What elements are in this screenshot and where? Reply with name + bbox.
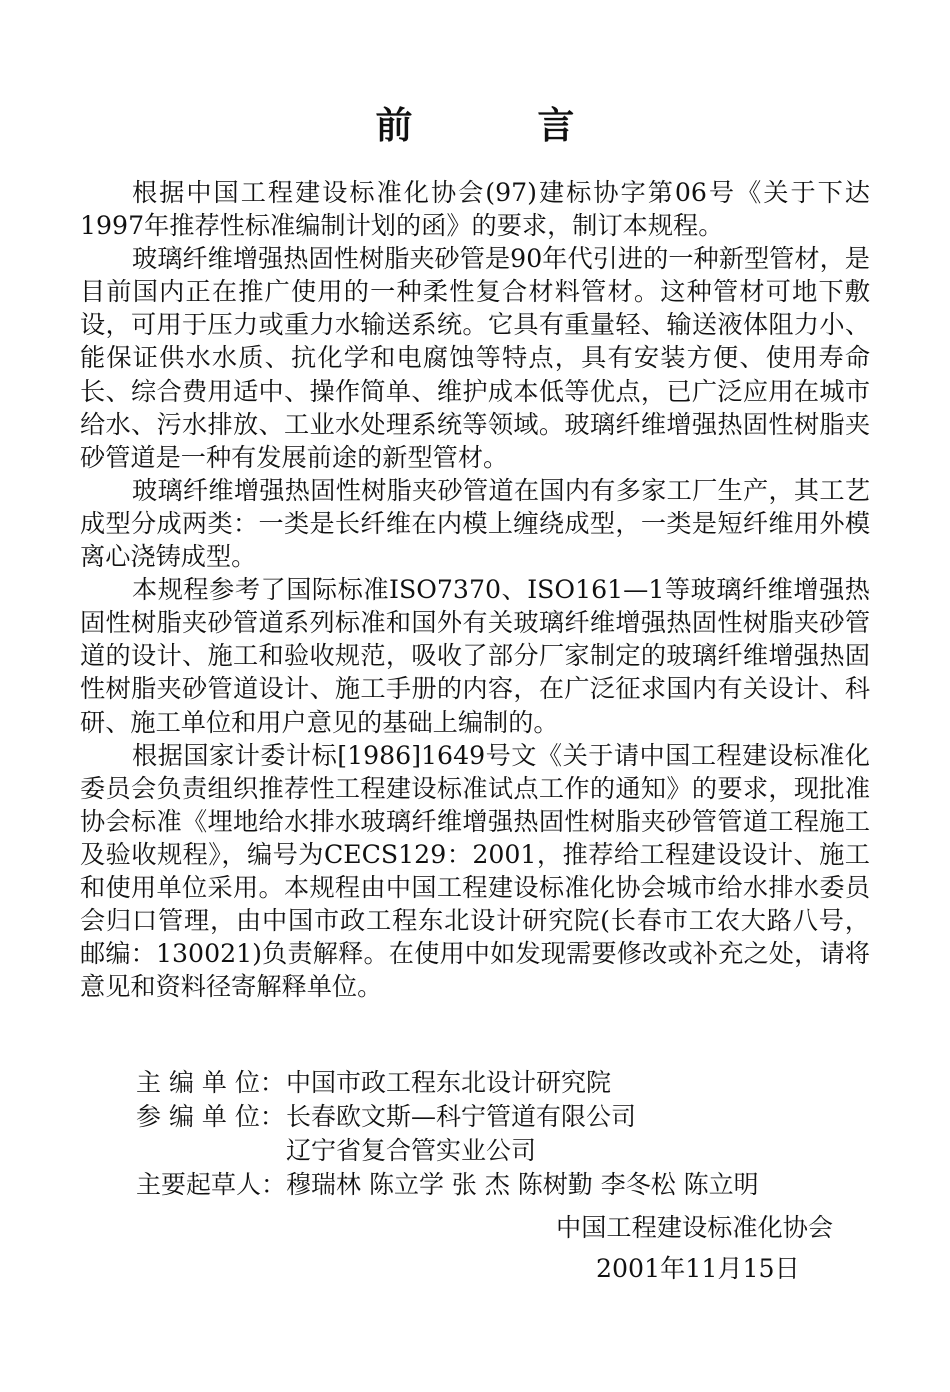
drafters-row xyxy=(136,1168,896,1202)
participant-label-spacer xyxy=(136,1134,286,1168)
paragraph-4: 本规程参考了国际标准ISO7370、ISO161—1等玻璃纤维增强热固性树脂夹砂管道系列标准和国外有关玻璃纤维增强热固性树脂夹砂管道的设计、施工和验收规范，吸收了部分厂家制定的玻璃纤维增强热固性树脂夹砂管道设计、施工手册的内容，在广泛征求国内有关设计、科研、施工单位和用户意见的基础上编制的。 xyxy=(80,575,870,737)
credits-block xyxy=(136,1066,896,1202)
chief-editor-value: 中国市政工程东北设计研究院 xyxy=(286,1068,612,1097)
drafters-label: 主要起草人： xyxy=(136,1170,287,1199)
participant-row xyxy=(136,1100,896,1134)
paragraph-2: 玻璃纤维增强热固性树脂夹砂管是90年代引进的一种新型管材，是目前国内正在推广使用的一种柔性复合材料管材。这种管材可地下敷设，可用于压力或重力水输送系统。它具有重量轻、输送液体阻力小、能保证供水水质、抗化学和电腐蚀等特点，具有安装方便、使用寿命长、综合费用适中、操作简单、维护成本低等优点，已广泛应用在城市给水、污水排放、工业水处理系统等领域。玻璃纤维增强热固性树脂夹砂管道是一种有发展前途的新型管材。 xyxy=(80,244,870,472)
paragraph-3: 玻璃纤维增强热固性树脂夹砂管道在国内有多家工厂生产，其工艺成型分成两类：一类是长纤维在内模上缠绕成型，一类是短纤维用外模离心浇铸成型。 xyxy=(80,475,870,572)
signature-date: 2001年11月15日 xyxy=(596,1254,800,1283)
chief-editor-row xyxy=(136,1066,896,1100)
chief-editor-label: 主 编 单 位： xyxy=(136,1068,285,1097)
participant-row-2 xyxy=(136,1134,896,1168)
participant-label: 参 编 单 位： xyxy=(136,1102,285,1131)
participant-value-1: 长春欧文斯—科宁管道有限公司 xyxy=(286,1102,637,1131)
signature-organization: 中国工程建设标准化协会 xyxy=(556,1213,834,1242)
page-title: 前 言 xyxy=(375,103,631,147)
participant-value-2: 辽宁省复合管实业公司 xyxy=(286,1136,537,1165)
paragraph-1: 根据中国工程建设标准化协会(97)建标协字第06号《关于下达1997年推荐性标准编制计划的函》的要求，制订本规程。 xyxy=(80,178,870,241)
drafters-value: 穆瑞林 陈立学 张 杰 陈树勤 李冬松 陈立明 xyxy=(286,1170,759,1199)
preface-body xyxy=(80,176,870,1003)
paragraph-5: 根据国家计委计标[1986]1649号文《关于请中国工程建设标准化委员会负责组织推荐性工程建设标准试点工作的通知》的要求，现批准协会标准《埋地给水排水玻璃纤维增强热固性树脂夹砂管管道工程施工及验收规程》，编号为CECS129：2001，推荐给工程建设设计、施工和使用单位采用。本规程由中国工程建设标准化协会城市给水排水委员会归口管理，由中国市政工程东北设计研究院(长春市工农大路八号，邮编：130021)负责解释。在使用中如发现需要修改或补充之处，请将意见和资料径寄解释单位。 xyxy=(80,740,870,1002)
